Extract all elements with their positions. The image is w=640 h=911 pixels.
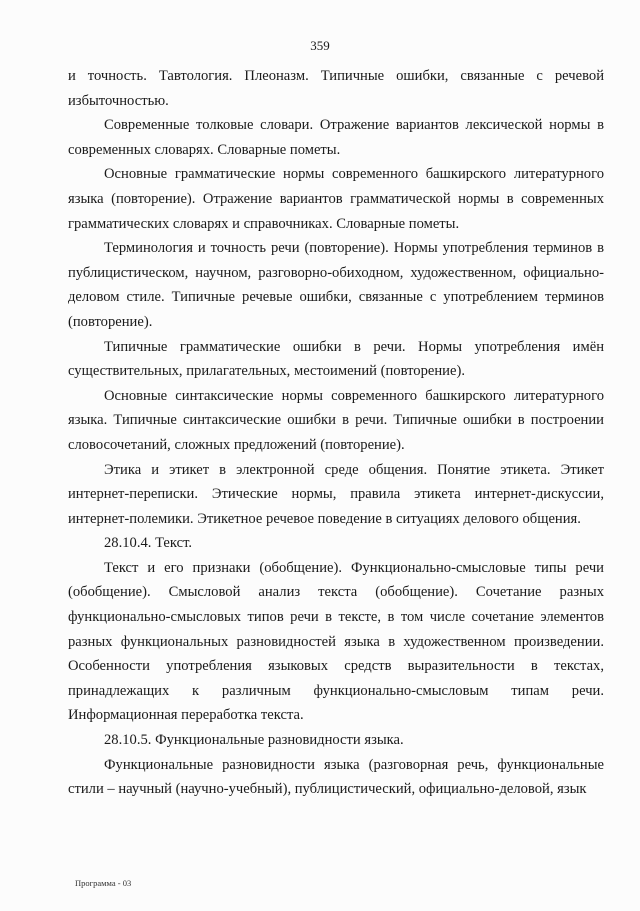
paragraph: Типичные грамматические ошибки в речи. Нормы употребления имён существительных, прилагательных, местоимений (повторение). — [68, 338, 604, 380]
section-heading: 28.10.5. Функциональные разновидности языка. — [104, 732, 404, 749]
paragraph: Современные толковые словари. Отражение вариантов лексической нормы в современных словарях. Словарные пометы. — [68, 117, 604, 158]
paragraph: Функциональные разновидности языка (разговорная речь, функциональные стили – научный (научно-учебный), публицистический, официально-деловой, язык — [68, 756, 604, 798]
paragraph: Основные грамматические нормы современного башкирского литературного языка (повторение). Отражение вариантов грамматической нормы в современных грамматических словарях и справочниках. Словарные пометы. — [68, 166, 604, 232]
section-heading: 28.10.4. Текст. — [104, 535, 193, 552]
paragraph: Этика и этикет в электронной среде общения. Понятие этикета. Этикет интернет-переписки. Этические нормы, правила этикета интернет-дискуссии, интернет-полемики. Этикетное речевое поведение в ситуациях делового общения. — [68, 461, 604, 527]
paragraph: Терминология и точность речи (повторение). Нормы употребления терминов в публицистическом, научном, разговорно-обиходном, художественном, официально-деловом стиле. Типичные речевые ошибки, связанные с употреблением терминов (повторение). — [68, 240, 604, 330]
footer-label: Программа - 03 — [75, 878, 132, 888]
paragraph: и точность. Тавтология. Плеоназм. Типичные ошибки, связанные с речевой избыточностью. — [68, 68, 604, 109]
page-number: 359 — [310, 38, 330, 53]
document-body — [68, 64, 604, 802]
paragraph: Текст и его признаки (обобщение). Функционально-смысловые типы речи (обобщение). Смысловой анализ текста (обобщение). Сочетание разных функционально-смысловых типов речи в тексте, в том числе сочетание элементов разных функциональных разновидностей языка в художественном произведении. Особенности употребления языковых средств выразительности в текстах, принадлежащих к различным функционально-смысловым типам речи. Информационная переработка текста. — [68, 559, 604, 724]
paragraph: Основные синтаксические нормы современного башкирского литературного языка. Типичные синтаксические ошибки в речи. Типичные ошибки в построении словосочетаний, сложных предложений (повторение). — [68, 387, 604, 453]
